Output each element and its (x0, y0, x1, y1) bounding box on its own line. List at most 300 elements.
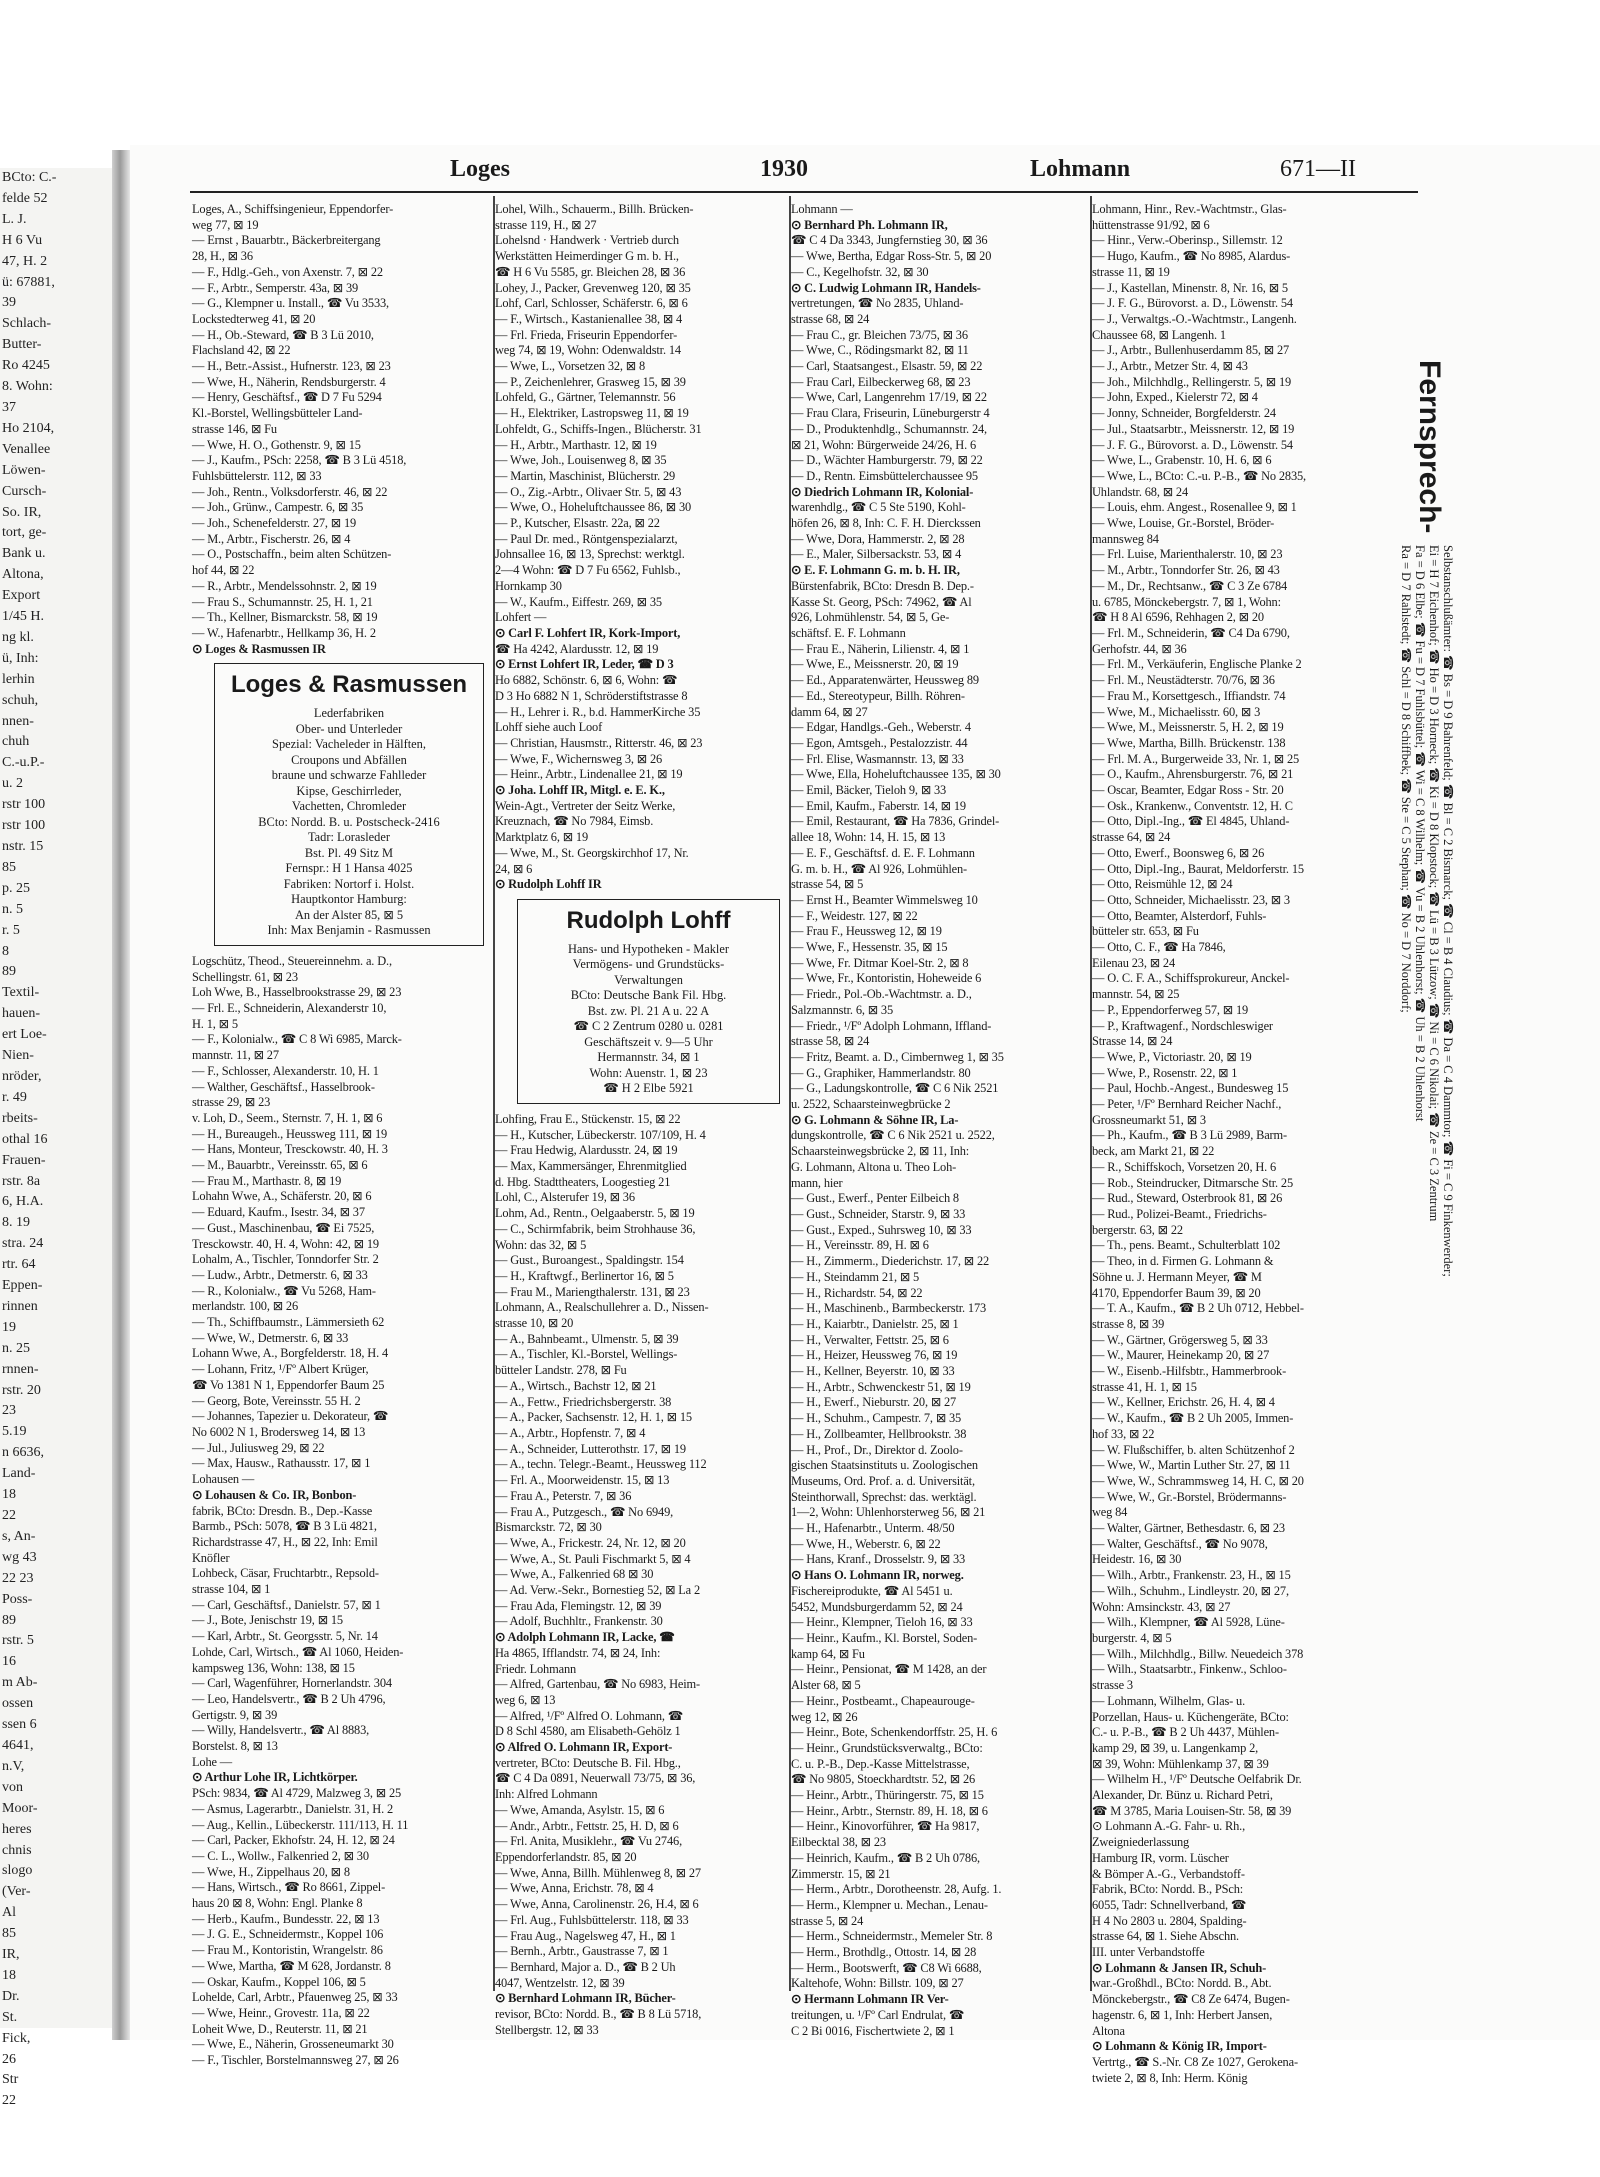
adjacent-page-fragment: L. J. (2, 211, 27, 227)
directory-line: Wohn: das 32, ⊠ 5 (495, 1237, 587, 1252)
directory-line: — Herm., Klempner u. Mechan., Lenau- (791, 1897, 988, 1912)
directory-line: Fabrik, BCto: Nordd. B., PSch: (1092, 1882, 1244, 1897)
directory-line: — Ernst , Bauarbtr., Bäckerbreitergang (192, 233, 381, 248)
directory-line: — E. F., Geschäftsf. d. E. F. Lohmann (791, 845, 975, 860)
directory-line: merlandstr. 100, ⊠ 26 (192, 1299, 298, 1314)
adjacent-page-fragment: 8. 19 (2, 1215, 30, 1231)
directory-line: Lohbeck, Cäsar, Fruchtarbtr., Repsold- (192, 1566, 379, 1581)
directory-line: ⊙ Joha. Lohff IR, Mitgl. e. E. K., (495, 783, 665, 798)
directory-line: — P., Eppendorferweg 57, ⊠ 19 (1092, 1002, 1249, 1017)
directory-line: mannsweg 84 (1092, 531, 1159, 546)
directory-line: Gerhofstr. 44, ⊠ 36 (1092, 641, 1187, 656)
adjacent-page-fragment: Eppen- (2, 1278, 43, 1294)
directory-line: Porzellan, Haus- u. Küchengeräte, BCto: (1092, 1709, 1289, 1724)
directory-line: — Johannes, Tapezier u. Dekorateur, ☎ (192, 1409, 389, 1424)
directory-line: — Th., pens. Beamt., Schulterblatt 102 (1092, 1238, 1281, 1253)
column-3 (791, 202, 1089, 2038)
directory-line: höfen 26, ⊠ 8, Inh: C. F. H. Dierckssen (791, 516, 981, 531)
directory-line: — Frau Carl, Eilbeckerweg 68, ⊠ 23 (791, 374, 971, 389)
header-year: 1930 (760, 156, 808, 182)
directory-line: strasse 58, ⊠ 24 (791, 1034, 870, 1049)
directory-line: — Emil, Kaufm., Faberstr. 14, ⊠ 19 (791, 798, 966, 813)
directory-line: — Wilh., Milchhdlg., Billw. Neuedeich 378 (1092, 1646, 1304, 1661)
directory-line: — Friedr., Pol.-Ob.-Wachtmstr. a. D., (791, 987, 972, 1002)
directory-line: Marktplatz 6, ⊠ 19 (495, 830, 589, 845)
directory-line: — H., Ewerf., Nieburstr. 20, ⊠ 27 (791, 1395, 957, 1410)
adjacent-page-strip (0, 168, 112, 2109)
directory-line: — H., Arbtr., Schwenckestr 51, ⊠ 19 (791, 1379, 971, 1394)
directory-line: — H., Bureaugeh., Heussweg 111, ⊠ 19 (192, 1126, 388, 1141)
directory-line: gischen Staatsinstituts u. Zoologischen (791, 1458, 978, 1473)
directory-line: — Walther, Geschäftsf., Hasselbrook- (192, 1079, 375, 1094)
directory-line: Vertrtg., ☎ S.-Nr. C8 Ze 1027, Gerokena- (1092, 2054, 1298, 2069)
directory-line: Söhne u. J. Hermann Meyer, ☎ M (1092, 1269, 1262, 1284)
directory-line: Lohmann, A., Realschullehrer a. D., Nissen- (495, 1300, 709, 1315)
directory-line: — Carl, Packer, Ekhofstr. 24, H. 12, ⊠ 24 (192, 1833, 395, 1848)
directory-line: Lohf, Carl, Schlosser, Schäferstr. 6, ⊠ 6 (495, 296, 688, 311)
directory-line: — Frl. M., Neustädterstr. 70/76, ⊠ 36 (1092, 673, 1275, 688)
directory-line: — Wwe, E., Meissnerstr. 20, ⊠ 19 (791, 657, 959, 672)
side-title-text: Fernsprech- (1413, 360, 1446, 534)
directory-line: d. Hbg. Stadttheaters, Loogestieg 21 (495, 1174, 671, 1189)
directory-line: Kreuznach, ☎ No 7984, Eimsb. (495, 814, 654, 829)
directory-line: — Carl, Wagenführer, Hornerlandstr. 304 (192, 1676, 392, 1691)
directory-line: 2—4 Wohn: ☎ D 7 Fu 6562, Fuhlsb., (495, 563, 681, 578)
directory-line: Lohm, Ad., Rentn., Oelgaaberstr. 5, ⊠ 19 (495, 1206, 695, 1221)
directory-line: — Wwe, A., St. Pauli Fischmarkt 5, ⊠ 4 (495, 1551, 691, 1566)
directory-line: Lohelsnd · Handwerk · Vertrieb durch (495, 233, 679, 248)
directory-line: Lohde, Carl, Wirtsch., ☎ Al 1060, Heiden- (192, 1644, 404, 1659)
directory-line: — Wwe, L., BCto: C.-u. P.-B., ☎ No 2835, (1092, 468, 1306, 483)
directory-line: ⊙ Rudolph Lohff IR (495, 877, 602, 892)
adjacent-page-fragment: rstr 100 (2, 818, 46, 834)
directory-line: Lohe — (192, 1754, 233, 1769)
directory-line: — Gust., Maschinenbau, ☎ Ei 7525, (192, 1220, 375, 1235)
adjacent-page-fragment: rbeits- (2, 1110, 38, 1126)
directory-line: — Carl, Geschäftsf., Danielstr. 57, ⊠ 1 (192, 1597, 381, 1612)
directory-line: — Gust., Ewerf., Penter Eilbeich 8 (791, 1191, 959, 1206)
directory-line: revisor, BCto: Nordd. B., ☎ B 8 Lü 5718, (495, 2007, 702, 2022)
side-margin-legend (1400, 360, 1460, 1340)
directory-line: — Ludw., Arbtr., Detmerstr. 6, ⊠ 33 (192, 1267, 368, 1282)
directory-line: strasse 64, ⊠ 24 (1092, 830, 1171, 845)
ad-line: Verwaltungen (614, 972, 683, 987)
directory-line: strasse 64, ⊠ 1. Siehe Abschn. (1092, 1929, 1239, 1944)
side-legend-line: Fa = D 6 Elbe; ☎ Fu = D 7 Fuhlsbüttel; ☎ Wi = C 8 Wilhelm; ☎ Vu = B 2 Uhlenhorst; ☎ Uh = B 2 Uhlenhorst (1413, 545, 1427, 1122)
directory-line: — W., Kaufm., Eiffestr. 269, ⊠ 35 (495, 594, 662, 609)
directory-line: — R., Schiffskoch, Vorsetzen 20, H. 6 (1092, 1159, 1277, 1174)
ad-loges-rasmussen (214, 663, 484, 946)
directory-line: — M., Arbtr., Tonndorfer Str. 26, ⊠ 43 (1092, 563, 1280, 578)
directory-line: bergerstr. 63, ⊠ 22 (1092, 1222, 1183, 1237)
directory-line: D 3 Ho 6882 N 1, Schröderstiftstrasse 8 (495, 688, 688, 703)
directory-line: — Wwe, H. O., Gothenstr. 9, ⊠ 15 (192, 437, 361, 452)
directory-line: Gertigstr. 9, ⊠ 39 (192, 1707, 278, 1722)
directory-line: — Wwe, P., Victoriastr. 20, ⊠ 19 (1092, 1049, 1252, 1064)
directory-line: — Th., Schiffbaumstr., Lämmersieth 62 (192, 1315, 385, 1330)
directory-line: — C. L., Wollw., Falkenried 2, ⊠ 30 (192, 1848, 369, 1863)
directory-line: — Louis, ehm. Angest., Rosenallee 9, ⊠ 1 (1092, 500, 1297, 515)
ad-line: Croupons und Abfällen (291, 752, 407, 767)
directory-line: — Frau M., Korsettgesch., Iffiandstr. 74 (1092, 688, 1286, 703)
adjacent-page-fragment: slogo (2, 1863, 33, 1879)
header-page-number: 671—II (1280, 156, 1356, 182)
directory-line: — John, Exped., Kielerstr 72, ⊠ 4 (1092, 390, 1258, 405)
adjacent-page-fragment: n 6636, (2, 1445, 44, 1461)
ad-line: BCto: Deutsche Bank Fil. Hbg. (570, 988, 727, 1003)
directory-line: — A., Fettw., Friedrichsbergerstr. 38 (495, 1394, 672, 1409)
column-1 (192, 202, 492, 2068)
directory-line: ⊙ Hans O. Lohmann IR, norweg. (791, 1568, 964, 1583)
adjacent-page-fragment: lerhin (2, 671, 35, 687)
directory-line: strasse 54, ⊠ 5 (791, 877, 864, 892)
directory-line: warenhdlg., ☎ C 5 Ste 5190, Kohl- (791, 500, 966, 515)
ad-title: Loges & Rasmussen (230, 671, 468, 699)
directory-line: ☎ H 6 Vu 5585, gr. Bleichen 28, ⊠ 36 (495, 264, 686, 279)
ad-line: Fabriken: Nortorf i. Holst. (283, 876, 415, 891)
directory-line: — Lohann, Fritz, ¹/Fº Albert Krüger, (192, 1362, 369, 1377)
directory-line: — F., Schlosser, Alexanderstr. 10, H. 1 (192, 1063, 379, 1078)
directory-line: — Wwe, L., Grabenstr. 10, H. 6, ⊠ 6 (1092, 453, 1272, 468)
ad-line: Bst. Pl. 49 Sitz M (304, 845, 394, 860)
side-legend-lines (1400, 545, 1460, 1345)
directory-line: 6055, Tadr: Schnellverband, ☎ (1092, 1897, 1247, 1912)
directory-line: ☎ C 4 Da 0891, Neuerwall 73/75, ⊠ 36, (495, 1771, 696, 1786)
adjacent-page-fragment: n. 5 (2, 901, 23, 917)
directory-line: — D., Produktenhdlg., Schumannstr. 24, (791, 421, 987, 436)
directory-line: — Wwe, C., Rödingsmarkt 82, ⊠ 11 (791, 343, 969, 358)
adjacent-page-fragment: 22 (2, 1508, 16, 1523)
directory-line: — Wwe, Martha, ☎ M 628, Jordanstr. 8 (192, 1958, 391, 1973)
adjacent-page-fragment: IR, (2, 1947, 20, 1963)
directory-line: — W. Flußschiffer, b. alten Schützenhof 2 (1092, 1442, 1295, 1457)
directory-line: ☎ Vo 1381 N 1, Eppendorfer Baum 25 (192, 1377, 385, 1392)
directory-line: strasse 104, ⊠ 1 (192, 1582, 271, 1597)
directory-line: — Wwe, W., Schrammsweg 14, H. C, ⊠ 20 (1092, 1473, 1304, 1488)
directory-line: twiete 2, ⊠ 8, Inh: Herm. König (1092, 2070, 1248, 2085)
directory-line: — Heinrich, Kaufm., ☎ B 2 Uh 0786, (791, 1850, 980, 1865)
directory-line: — Bernhard, Major a. D., ☎ B 2 Uh (495, 1959, 676, 1974)
ad-line: ☎ C 2 Zentrum 0280 u. 0281 (573, 1019, 724, 1034)
directory-line: — A., Arbtr., Hopfenstr. 7, ⊠ 4 (495, 1426, 646, 1440)
directory-line: — Heinr., Arbtr., Sternstr. 89, H. 18, ⊠ 6 (791, 1803, 988, 1818)
directory-line: kampsweg 136, Wohn: 138, ⊠ 15 (192, 1660, 355, 1675)
directory-line: 4047, Wentzelstr. 12, ⊠ 39 (495, 1975, 625, 1990)
directory-line: 1—2, Wohn: Uhlenhorsterweg 56, ⊠ 21 (791, 1505, 986, 1520)
adjacent-page-fragment: rnnen- (2, 1361, 39, 1377)
directory-line: & Bömper A.-G., Verbandstoff- (1092, 1866, 1245, 1881)
directory-line: — H., Verwalter, Fettstr. 25, ⊠ 6 (791, 1332, 949, 1347)
directory-line: — Gust., Exped., Suhrsweg 10, ⊠ 33 (791, 1222, 972, 1237)
directory-line: Wohn: Amsinckstr. 43, ⊠ 27 (1092, 1599, 1231, 1614)
adjacent-page-fragment: Nien- (2, 1048, 34, 1064)
adjacent-page-fragment: 8 (2, 943, 9, 959)
directory-line: — Gust., Schneider, Starstr. 9, ⊠ 33 (791, 1207, 966, 1221)
directory-line: — H., Lehrer i. R., b.d. HammerKirche 35 (495, 704, 701, 719)
directory-line: weg 6, ⊠ 13 (495, 1692, 556, 1707)
directory-line: — Jul., Staatsarbtr., Meissnerstr. 12, ⊠ 19 (1092, 421, 1295, 436)
directory-line: — H., Richardstr. 54, ⊠ 22 (791, 1285, 923, 1300)
directory-line: — W., Maurer, Heinekamp 20, ⊠ 27 (1092, 1348, 1270, 1363)
directory-line: No 6002 N 1, Brodersweg 14, ⊠ 13 (192, 1424, 366, 1439)
directory-line: — Wwe, E., Näherin, Grosseneumarkt 30 (192, 2037, 394, 2052)
directory-line: Fuhlsbüttelerstr. 112, ⊠ 33 (192, 468, 322, 483)
directory-line: Salzmannstr. 6, ⊠ 35 (791, 1002, 894, 1017)
adjacent-page-fragment: Frauen- (2, 1152, 46, 1168)
directory-line: — C., Schirmfabrik, beim Strohhause 36, (495, 1221, 696, 1236)
directory-line: — W., Kellner, Erichstr. 26, H. 4, ⊠ 4 (1092, 1395, 1275, 1410)
directory-line: Flachsland 42, ⊠ 22 (192, 343, 291, 358)
directory-line: — Adolf, Buchhltr., Frankenstr. 30 (495, 1614, 663, 1629)
adjacent-page-fragment: ü: 67881, (2, 274, 55, 290)
adjacent-page-fragment: Butter- (2, 337, 42, 353)
ad-line: Bst. zw. Pl. 21 A u. 22 A (587, 1003, 710, 1018)
directory-line: — Andr., Arbtr., Fettstr. 25, H. D, ⊠ 6 (495, 1818, 679, 1833)
directory-line: 5452, Mundsburgerdamm 52, ⊠ 24 (791, 1599, 963, 1614)
directory-line: Kl.-Borstel, Wellingsbütteler Land- (192, 406, 363, 421)
directory-line: Inh: Alfred Lohmann (495, 1787, 598, 1802)
adjacent-page-fragment: von (2, 1779, 23, 1795)
directory-line: — W., Kaufm., ☎ B 2 Uh 2005, Immen- (1092, 1411, 1294, 1426)
directory-line: — Bernh., Arbtr., Gaustrasse 7, ⊠ 1 (495, 1944, 669, 1959)
directory-line: ⊙ Bernhard Lohmann IR, Bücher- (495, 1991, 676, 2006)
directory-line: Borstelst. 8, ⊠ 13 (192, 1739, 278, 1754)
directory-line: — W., Eisenb.-Hilfsbtr., Hammerbrook- (1092, 1364, 1287, 1379)
col2-entries-continued (495, 1112, 788, 2038)
directory-line: — Christian, Hausmstr., Ritterstr. 46, ⊠ 23 (495, 735, 703, 750)
directory-line: v. Loh, D., Seem., Sternstr. 7, H. 1, ⊠ 6 (192, 1110, 383, 1125)
directory-line: strasse 10, ⊠ 20 (495, 1316, 574, 1331)
directory-line: — Aug., Kellin., Lübeckerstr. 111/113, H. 11 (192, 1817, 409, 1832)
adjacent-page-fragment: St. (2, 2009, 18, 2025)
directory-line: D 8 Schl 4580, am Elisabeth-Gehölz 1 (495, 1724, 681, 1739)
directory-line: Kaltehofe, Wohn: Billstr. 109, ⊠ 27 (791, 1976, 964, 1991)
directory-line: — H., Elektriker, Lastropsweg 11, ⊠ 19 (495, 406, 689, 421)
directory-line: — Wilh., Staatsarbtr., Finkenw., Schloo- (1092, 1662, 1287, 1677)
directory-line: — Martin, Maschinist, Blücherstr. 29 (495, 468, 676, 483)
ad-line: Ober- und Unterleder (295, 721, 403, 736)
directory-line: war.-Großhdl., BCto: Nordd. B., Abt. (1092, 1976, 1272, 1991)
directory-line: — Georg, Bote, Vereinsstr. 55 H. 2 (192, 1393, 361, 1408)
ad-line: Wohn: Auenstr. 1, ⊠ 23 (589, 1065, 708, 1080)
directory-line: — D., Rentn. Eimsbüttelerchaussee 95 (791, 468, 978, 483)
directory-line: — T. A., Kaufm., ☎ B 2 Uh 0712, Hebbel- (1092, 1301, 1304, 1316)
directory-line: dungskontrolle, ☎ C 6 Nik 2521 u. 2522, (791, 1128, 995, 1143)
directory-line: — Wilh., Klempner, ☎ Al 5928, Lüne- (1092, 1615, 1285, 1630)
directory-line: Bürstenfabrik, BCto: Dresdn B. Dep.- (791, 578, 974, 593)
directory-line: ☎ Ha 4242, Alardusstr. 12, ⊠ 19 (495, 641, 659, 656)
directory-line: damm 64, ⊠ 27 (791, 704, 868, 719)
adjacent-page-fragment: C.-u.P.- (2, 755, 45, 771)
directory-line: Lohfert — (495, 610, 547, 625)
directory-line: kamp 29, ⊠ 39, u. Langenkamp 2, (1092, 1740, 1259, 1755)
directory-line: — Otto, Dipl.-Ing., ☎ El 4845, Uhland- (1092, 814, 1290, 829)
adjacent-page-fragment: n. 25 (2, 1340, 30, 1356)
directory-line: ⊙ Ernst Lohfert IR, Leder, ☎ D 3 (495, 657, 674, 672)
directory-line: — Frl. Luise, Marienthalerstr. 10, ⊠ 23 (1092, 547, 1283, 562)
adjacent-page-fragment: n.V, (2, 1758, 25, 1774)
directory-line: — Wwe, O., Hoheluftchaussee 86, ⊠ 30 (495, 500, 692, 515)
directory-line: — Paul, Hochb.-Angest., Bundesweg 15 (1092, 1081, 1289, 1096)
adjacent-page-fragment: Ro 4245 (2, 358, 50, 374)
directory-line: — Wwe, W., Detmerstr. 6, ⊠ 33 (192, 1330, 349, 1345)
directory-line: — Otto, Reismühle 12, ⊠ 24 (1092, 877, 1233, 892)
directory-line: schäftsf. E. F. Lohmann (791, 625, 906, 640)
adjacent-page-fragment: ssen 6 (2, 1717, 37, 1733)
directory-line: — Oskar, Kaufm., Koppel 106, ⊠ 5 (192, 1974, 366, 1989)
directory-line: — Otto, Beamter, Alsterdorf, Fuhls- (1092, 908, 1267, 923)
directory-line: C. u. P.-B., Dep.-Kasse Mittelstrasse, (791, 1756, 970, 1771)
directory-line: — O., Zig.-Arbtr., Olivaer Str. 5, ⊠ 43 (495, 484, 682, 499)
adjacent-page-fragment: 16 (2, 1654, 16, 1670)
directory-line: ☎ No 9805, Stoeckhardtstr. 52, ⊠ 26 (791, 1772, 976, 1787)
directory-line: — H., Zollbeamter, Hellbrookstr. 38 (791, 1426, 967, 1441)
adjacent-page-fragment: Textil- (2, 985, 40, 1001)
directory-line: strasse 3 (1092, 1678, 1133, 1693)
directory-line: — Otto, C. F., ☎ Ha 7846, (1092, 940, 1226, 955)
directory-line: Werkstätten Heimerdinger G m. b. H., (495, 249, 679, 264)
adjacent-page-fragment: nröder, (2, 1068, 42, 1084)
directory-line: — Hans, Kranf., Drosselstr. 9, ⊠ 33 (791, 1552, 966, 1567)
directory-line: Lohmann — (791, 202, 853, 216)
directory-line: — Wwe, F., Wichernsweg 3, ⊠ 26 (495, 751, 663, 766)
directory-line: mannstr. 11, ⊠ 27 (192, 1048, 279, 1063)
directory-line: — Wilh., Schuhm., Lindleystr. 20, ⊠ 27, (1092, 1583, 1289, 1598)
directory-line: — Frl. Frieda, Friseurin Eppendorfer- (495, 327, 678, 342)
adjacent-page-fragment: rtr. 64 (2, 1257, 36, 1273)
adjacent-page-fragment: felde 52 (2, 190, 48, 206)
ad-line: Vermögens- und Grundstücks- (572, 957, 725, 972)
directory-line: hüttenstrasse 91/92, ⊠ 6 (1092, 217, 1210, 232)
directory-line: — Herm., Brothdlg., Ottostr. 14, ⊠ 28 (791, 1945, 977, 1960)
adjacent-page-fragment: Löwen- (2, 462, 46, 478)
adjacent-page-fragment: Dr. (2, 1988, 20, 2004)
directory-line: — Osk., Krankenw., Conventstr. 12, H. C (1092, 798, 1293, 813)
directory-line: — Herm., Schneidermstr., Memeler Str. 8 (791, 1929, 993, 1944)
directory-line: Knöfler (192, 1550, 230, 1565)
adjacent-page-fragment: rstr. 8a (2, 1173, 41, 1189)
adjacent-page-fragment: Schlach- (2, 316, 51, 332)
directory-line: Heidestr. 16, ⊠ 30 (1092, 1552, 1182, 1567)
adjacent-page-fragment: Bank u. (2, 546, 46, 562)
directory-line: — Wwe, H., Näherin, Rendsburgerstr. 4 (192, 374, 386, 389)
adjacent-page-fragment: rinnen (2, 1298, 38, 1314)
directory-line: hagenstr. 6, ⊠ 1, Inh: Herbert Jansen, (1092, 2007, 1273, 2022)
directory-line: — Frl. A., Moorweidenstr. 15, ⊠ 13 (495, 1473, 670, 1488)
directory-line: — Wwe, M., St. Georgskirchhof 17, Nr. (495, 845, 689, 860)
directory-line: — A., techn. Telegr.-Beamt., Heussweg 112 (495, 1457, 707, 1472)
directory-line: Alexander, Dr. Bünz u. Richard Petri, (1092, 1788, 1273, 1803)
directory-line: Zweigniederlassung (1092, 1835, 1190, 1850)
side-legend-line: Selbstanschlußämter: ☎ Bs = D 9 Bahrenfeld; ☎ Bl = C 2 Bismarck; ☎ Cl = B 4 Claudius; ☎ Da = C 4 Dammtor; ☎ Fi = C 9 Finkenwerder; (1441, 545, 1455, 1277)
directory-line: — Paul Dr. med., Röntgenspezialarzt, (495, 531, 678, 546)
side-legend-line: Ra = D 7 Rahlstedt; ☎ Schl = D 8 Schiffbek; ☎ Ste = C 5 Stephan; ☎ No = D 7 Norddorf; (1399, 545, 1413, 1013)
directory-line: — Walter, Geschäftsf., ☎ No 9078, (1092, 1536, 1268, 1551)
directory-line: — J., Arbtr., Bullenhuserdamm 85, ⊠ 27 (1092, 343, 1290, 358)
directory-line: — Wwe, F., Hessenstr. 35, ⊠ 15 (791, 940, 948, 955)
directory-line: H 4 No 2803 u. 2804, Spalding- (1092, 1913, 1247, 1928)
adjacent-page-fragment: p. 25 (2, 880, 30, 896)
directory-line: strasse 119, H., ⊠ 27 (495, 217, 597, 232)
directory-line: Loh Wwe, B., Hasselbrookstrasse 29, ⊠ 23 (192, 985, 402, 1000)
directory-line: — Frl. E., Schneiderin, Alexanderstr 10, (192, 1001, 387, 1015)
ad-line: Vachetten, Chromleder (291, 799, 407, 814)
ad-title: Rudolph Lohff (566, 906, 731, 934)
directory-line: — Peter, ¹/Fº Bernhard Reicher Nachf., (1092, 1097, 1282, 1112)
directory-line: ⊙ Hermann Lohmann IR Ver- (791, 1992, 949, 2007)
directory-line: — R., Arbtr., Mendelssohnstr. 2, ⊠ 19 (192, 578, 377, 593)
ad-line: Spezial: Vacheleder in Hälften, (272, 737, 426, 752)
directory-line: Lohfeldt, G., Schiffs-Ingen., Blücherstr. 31 (495, 421, 702, 436)
directory-line: weg 77, ⊠ 19 (192, 217, 259, 232)
directory-line: Lohahn Wwe, A., Schäferstr. 20, ⊠ 6 (192, 1189, 372, 1204)
directory-line: Ho 6882, Schönstr. 6, ⊠ 6, Wohn: ☎ (495, 673, 678, 688)
ad-line: Lederfabriken (313, 706, 385, 721)
directory-line: — Wwe, M., Meissnerstr. 5, H. 2, ⊠ 19 (1092, 720, 1284, 735)
directory-line: — Leo, Handelsvertr., ☎ B 2 Uh 4796, (192, 1691, 386, 1706)
directory-line: — Hinr., Verw.-Oberinsp., Sillemstr. 12 (1092, 233, 1283, 248)
directory-line: — Frau A., Peterstr. 7, ⊠ 36 (495, 1488, 632, 1503)
directory-line: C 2 Bi 0016, Fischertwiete 2, ⊠ 1 (791, 2023, 955, 2038)
directory-line: — P., Kutscher, Elsastr. 22a, ⊠ 22 (495, 516, 660, 531)
adjacent-page-fragment: 47, H. 2 (2, 253, 48, 269)
directory-line: — G., Graphiker, Hammerlandstr. 80 (791, 1065, 971, 1080)
adjacent-page-fragment: stra. 24 (2, 1236, 44, 1252)
column-2 (495, 202, 788, 2037)
adjacent-page-fragment: Moor- (2, 1800, 38, 1816)
directory-line: — Emil, Bäcker, Tieloh 9, ⊠ 33 (791, 783, 947, 798)
directory-line: vertretungen, ☎ No 2835, Uhland- (791, 296, 964, 311)
adjacent-page-fragment: 18 (2, 1967, 16, 1983)
adjacent-page-fragment: rstr. 20 (2, 1382, 41, 1398)
directory-line: — A., Schneider, Lutterothstr. 17, ⊠ 19 (495, 1441, 686, 1456)
directory-line: G. m. b. H., ☎ Al 926, Lohmühlen- (791, 861, 968, 876)
directory-line: Schellingstr. 61, ⊠ 23 (192, 969, 298, 984)
header-rule (190, 191, 1418, 193)
adjacent-page-fragment: 23 (2, 1403, 16, 1419)
directory-line: — G., Ladungskontrolle, ☎ C 6 Nik 2521 (791, 1081, 999, 1096)
directory-line: kamp 64, ⊠ Fu (791, 1646, 865, 1661)
directory-line: Richardstrasse 47, H., ⊠ 22, Inh: Emil (192, 1534, 378, 1549)
ad-line: Hermannstr. 34, ⊠ 1 (597, 1050, 700, 1065)
directory-line: Lohl, C., Alsterufer 19, ⊠ 36 (495, 1190, 635, 1205)
adjacent-page-fragment: u. 2 (2, 776, 23, 792)
directory-line: ⊙ Lohmann A.-G. Fahr- u. Rh., (1092, 1819, 1246, 1834)
directory-line: — J. F. G., Bürovorst. a. D., Löwenstr. 54 (1092, 437, 1293, 452)
directory-line: Zimmerstr. 15, ⊠ 21 (791, 1866, 891, 1881)
directory-line: — Rud., Polizei-Beamt., Friedrichs- (1092, 1207, 1267, 1221)
ad-line: BCto: Nordd. B. u. Postscheck-2416 (258, 814, 440, 829)
directory-line: — Joh., Rentn., Volksdorferstr. 46, ⊠ 22 (192, 484, 388, 499)
directory-line: — A., Bahnbeamt., Ulmenstr. 5, ⊠ 39 (495, 1331, 679, 1346)
directory-line: — Herb., Kaufm., Bundesstr. 22, ⊠ 13 (192, 1911, 380, 1926)
ad-line: Tadr: Lorasleder (307, 830, 391, 845)
directory-line: ⊙ Loges & Rasmussen IR (192, 641, 326, 656)
directory-line: — Wilhelm H., ¹/Fº Deutsche Oelfabrik Dr. (1092, 1772, 1302, 1787)
adjacent-page-fragment: schuh, (2, 692, 39, 708)
directory-line: — H., Vereinsstr. 89, H. ⊠ 6 (791, 1238, 929, 1253)
directory-line: Lohey, J., Packer, Grevenweg 120, ⊠ 35 (495, 280, 691, 295)
adjacent-page-fragment: r. 49 (2, 1089, 27, 1105)
adjacent-page-fragment: rstr. 5 (2, 1633, 34, 1649)
directory-line: ⊙ Carl F. Lohfert IR, Kork-Import, (495, 625, 681, 640)
directory-line: Tresckowstr. 40, H. 4, Wohn: 42, ⊠ 19 (192, 1236, 379, 1251)
directory-line: — Max, Hausw., Rathausstr. 17, ⊠ 1 (192, 1456, 371, 1471)
directory-line: — Ed., Stereotypeur, Billh. Röhren- (791, 688, 965, 703)
directory-line: — Asmus, Lagerarbtr., Danielstr. 31, H. 2 (192, 1801, 394, 1816)
directory-line: Alster 68, ⊠ 5 (791, 1678, 861, 1693)
adjacent-page-fragment: 4641, (2, 1737, 34, 1753)
